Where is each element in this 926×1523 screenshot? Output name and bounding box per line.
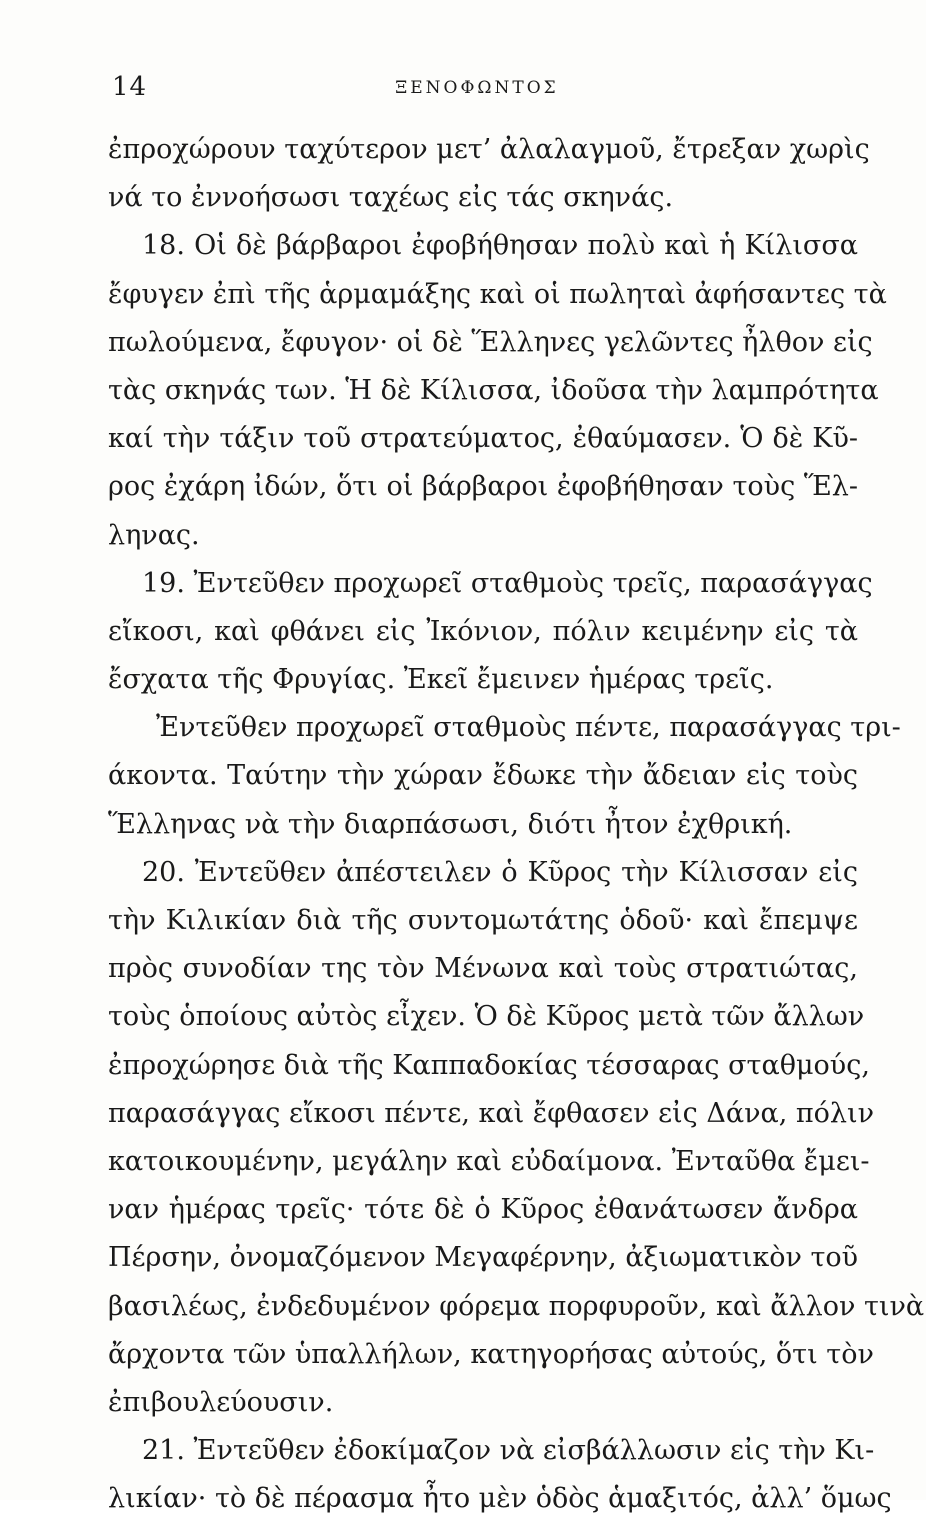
text-line: ἔσχατα τῆς Φρυγίας. Ἐκεῖ ἔμεινεν ἡμέρας τρεῖς.	[108, 664, 774, 696]
text-line: 21. Ἐντεῦθεν ἐδοκίμαζον νὰ εἰσβάλλωσιν εἰς τὴν Κι-	[142, 1435, 875, 1467]
body-text	[108, 126, 925, 1523]
text-line: ἔφυγεν ἐπὶ τῆς ἁρμαμάξης καὶ οἱ πωληταὶ ἀφήσαντες τὰ	[108, 278, 887, 310]
text-line: ναν ἡμέρας τρεῖς· τότε δὲ ὁ Κῦρος ἐθανάτωσεν ἄνδρα	[108, 1194, 858, 1226]
text-line: τοὺς ὁποίους αὐτὸς εἶχεν. Ὁ δὲ Κῦρος μετὰ τῶν ἄλλων	[108, 1001, 865, 1033]
text-line: ἐπροχώρουν ταχύτερον μετ’ ἀλαλαγμοῦ, ἔτρεξαν χωρὶς	[108, 134, 870, 165]
text-line: Πέρσην, ὀνομαζόμενον Μεγαφέρνην, ἀξιωματικὸν τοῦ	[108, 1242, 859, 1274]
text-line: 20. Ἐντεῦθεν ἀπέστειλεν ὁ Κῦρος τὴν Κίλισσαν εἰς	[142, 856, 858, 888]
text-line: ἐπροχώρησε διὰ τῆς Καππαδοκίας τέσσαρας σταθμούς,	[108, 1049, 870, 1081]
text-line: παρασάγγας εἴκοσι πέντε, καὶ ἔφθασεν εἰς Δάνα, πόλιν	[108, 1097, 875, 1129]
text-line: Ἕλληνας νὰ τὴν διαρπάσωσι, διότι ἦτον ἐχθρική.	[108, 808, 793, 840]
text-line: ληνας.	[108, 519, 200, 551]
text-line: πωλούμενα, ἔφυγον· οἱ δὲ Ἕλληνες γελῶντες ἦλθον εἰς	[108, 326, 873, 358]
text-line: ἐπιβουλεύουσιν.	[108, 1386, 334, 1418]
text-line: Ἐντεῦθεν προχωρεῖ σταθμοὺς πέντε, παρασάγγας τρι-	[156, 712, 901, 744]
running-title: ΞΕΝΟΦΩΝΤΟΣ	[395, 78, 559, 98]
text-line: άκοντα. Ταύτην τὴν χώραν ἔδωκε τὴν ἄδειαν εἰς τοὺς	[108, 760, 858, 792]
text-line: τὰς σκηνάς των. Ἡ δὲ Κίλισσα, ἰδοῦσα τὴν λαμπρότητα	[108, 374, 879, 406]
text-line: πρὸς συνοδίαν της τὸν Μένωνα καὶ τοὺς στρατιώτας,	[108, 953, 858, 985]
text-line: λικίαν· τὸ δὲ πέρασμα ἦτο μὲν ὁδὸς ἁμαξιτός, ἀλλ’ ὅμως	[108, 1483, 892, 1515]
text-line: κατοικουμένην, μεγάλην καὶ εὐδαίμονα. Ἐνταῦθα ἔμει-	[108, 1145, 870, 1177]
text-line: τὴν Κιλικίαν διὰ τῆς συντομωτάτης ὁδοῦ· καὶ ἔπεμψε	[108, 905, 858, 936]
text-line: καί τὴν τάξιν τοῦ στρατεύματος, ἐθαύμασεν. Ὁ δὲ Κῦ-	[108, 423, 858, 455]
text-line: νά το ἐννοήσωσι ταχέως εἰς τάς σκηνάς.	[108, 182, 674, 214]
page-number: 14	[112, 72, 148, 102]
text-line: 19. Ἐντεῦθεν προχωρεῖ σταθμοὺς τρεῖς, παρασάγγας	[142, 567, 873, 599]
text-line: εἴκοσι, καὶ φθάνει εἰς Ἰκόνιον, πόλιν κειμένην εἰς τὰ	[108, 615, 858, 647]
text-line: βασιλέως, ἐνδεδυμένον φόρεμα πορφυροῦν, καὶ ἄλλον τινὰ	[108, 1290, 925, 1322]
text-line: 18. Οἱ δὲ βάρβαροι ἐφοβήθησαν πολὺ καὶ ἡ Κίλισσα	[142, 230, 858, 262]
page-header	[112, 72, 842, 108]
text-line: ρος ἐχάρη ἰδών, ὅτι οἱ βάρβαροι ἐφοβήθησαν τοὺς Ἕλ-	[108, 471, 858, 503]
text-line: ἄρχοντα τῶν ὑπαλλήλων, κατηγορήσας αὐτούς, ὅτι τὸν	[108, 1338, 874, 1370]
